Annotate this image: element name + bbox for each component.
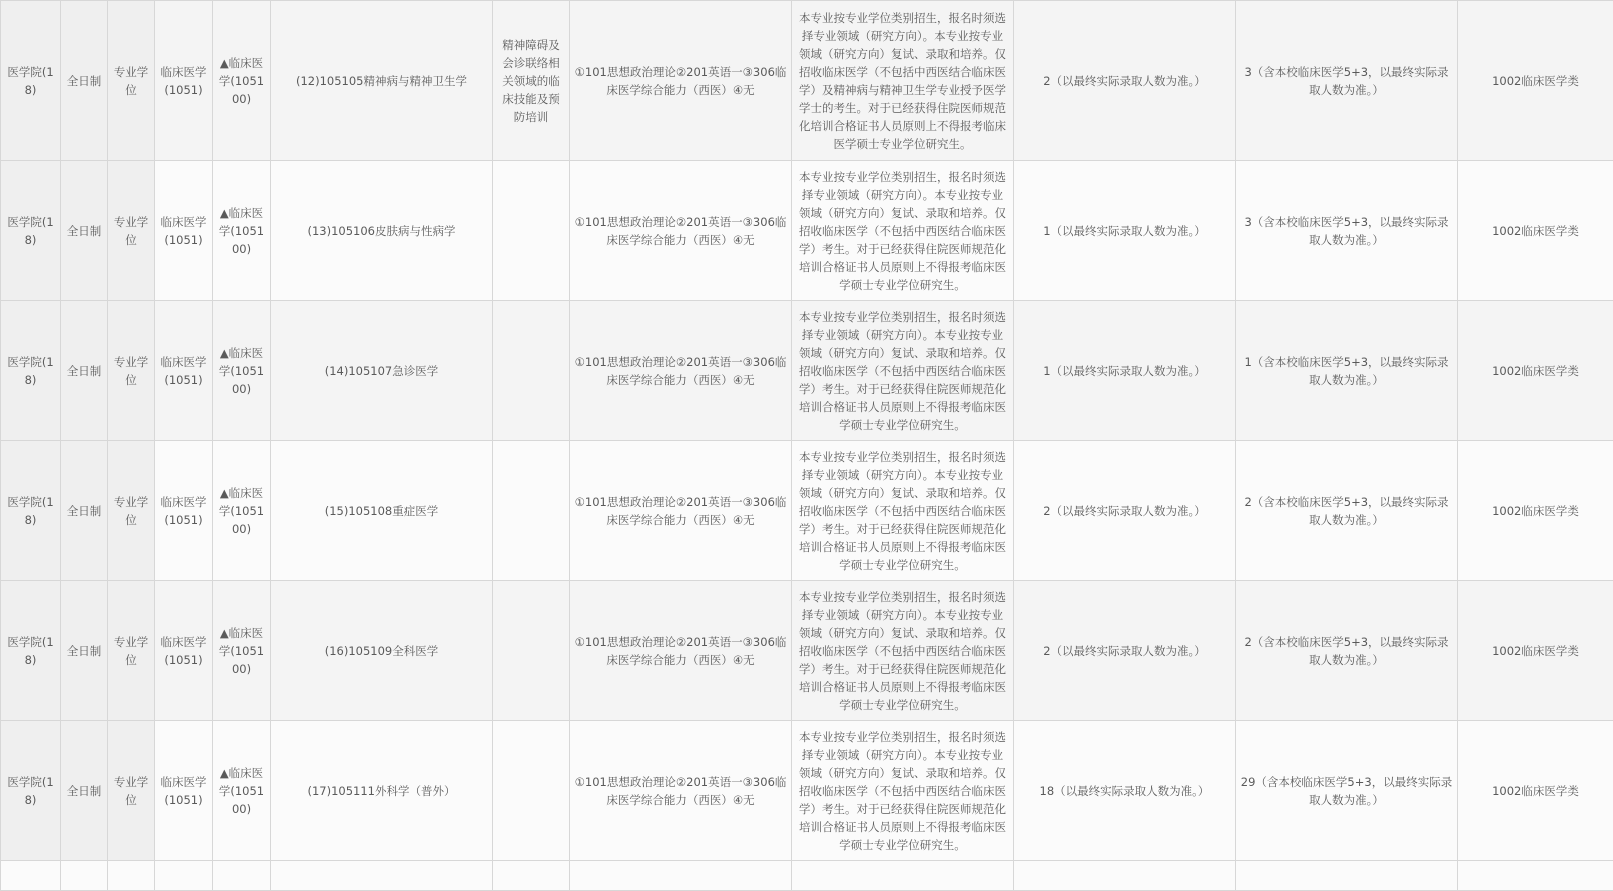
table-row [1, 1, 1613, 161]
cell-major: (12)105105精神病与精神卫生学 [271, 1, 493, 161]
table-row-partial [1, 861, 1613, 891]
cell-direction [493, 161, 570, 301]
cell-field: ▲临床医学(105100) [213, 721, 271, 861]
cell-major: (15)105108重症医学 [271, 441, 493, 581]
cell-plan-b: 3（含本校临床医学5+3，以最终实际录取人数为准。） [1236, 1, 1458, 161]
cell-degree-type: 专业学位 [108, 721, 155, 861]
cell-degree-type: 专业学位 [108, 301, 155, 441]
cell-direction [493, 301, 570, 441]
cell-notes: 本专业按专业学位类别招生，报名时须选择专业领域（研究方向）。本专业按专业领域（研究方向）复试、录取和培养。仅招收临床医学（不包括中西医结合临床医学）考生。对于已经获得住院医师规范化培训合格证书人员原则上不得报考临床医学硕士专业学位研究生。 [792, 161, 1014, 301]
cell-category: 临床医学(1051) [155, 581, 213, 721]
cell-exams: ①101思想政治理论②201英语一③306临床医学综合能力（西医）④无 [570, 581, 792, 721]
cell-exams: ①101思想政治理论②201英语一③306临床医学综合能力（西医）④无 [570, 721, 792, 861]
cell-exam-group: 1002临床医学类 [1458, 301, 1613, 441]
cell-plan-b: 29（含本校临床医学5+3，以最终实际录取人数为准。） [1236, 721, 1458, 861]
cell-exams: ①101思想政治理论②201英语一③306临床医学综合能力（西医）④无 [570, 1, 792, 161]
empty-cell [792, 861, 1014, 891]
cell-exam-group: 1002临床医学类 [1458, 581, 1613, 721]
cell-plan-a: 18（以最终实际录取人数为准。） [1014, 721, 1236, 861]
cell-college: 医学院(18) [1, 161, 61, 301]
empty-cell [1236, 861, 1458, 891]
cell-study-mode: 全日制 [61, 161, 108, 301]
cell-notes: 本专业按专业学位类别招生，报名时须选择专业领域（研究方向）。本专业按专业领域（研究方向）复试、录取和培养。仅招收临床医学（不包括中西医结合临床医学）考生。对于已经获得住院医师规范化培训合格证书人员原则上不得报考临床医学硕士专业学位研究生。 [792, 301, 1014, 441]
cell-category: 临床医学(1051) [155, 441, 213, 581]
cell-direction [493, 581, 570, 721]
empty-cell [1014, 861, 1236, 891]
cell-direction [493, 721, 570, 861]
cell-exam-group: 1002临床医学类 [1458, 721, 1613, 861]
cell-exams: ①101思想政治理论②201英语一③306临床医学综合能力（西医）④无 [570, 441, 792, 581]
cell-plan-a: 1（以最终实际录取人数为准。） [1014, 161, 1236, 301]
cell-plan-b: 2（含本校临床医学5+3，以最终实际录取人数为准。） [1236, 441, 1458, 581]
cell-plan-a: 2（以最终实际录取人数为准。） [1014, 1, 1236, 161]
cell-plan-b: 2（含本校临床医学5+3，以最终实际录取人数为准。） [1236, 581, 1458, 721]
cell-category: 临床医学(1051) [155, 301, 213, 441]
cell-college: 医学院(18) [1, 721, 61, 861]
cell-field: ▲临床医学(105100) [213, 581, 271, 721]
cell-field: ▲临床医学(105100) [213, 301, 271, 441]
cell-college: 医学院(18) [1, 1, 61, 161]
cell-direction: 精神障碍及会诊联络相关领域的临床技能及预防培训 [493, 1, 570, 161]
cell-notes: 本专业按专业学位类别招生，报名时须选择专业领域（研究方向）。本专业按专业领域（研究方向）复试、录取和培养。仅招收临床医学（不包括中西医结合临床医学）考生。对于已经获得住院医师规范化培训合格证书人员原则上不得报考临床医学硕士专业学位研究生。 [792, 441, 1014, 581]
cell-exam-group: 1002临床医学类 [1458, 1, 1613, 161]
empty-cell [61, 861, 108, 891]
cell-category: 临床医学(1051) [155, 161, 213, 301]
cell-plan-a: 1（以最终实际录取人数为准。） [1014, 301, 1236, 441]
empty-cell [1458, 861, 1613, 891]
cell-college: 医学院(18) [1, 301, 61, 441]
cell-study-mode: 全日制 [61, 581, 108, 721]
table-row [1, 161, 1613, 301]
empty-cell [155, 861, 213, 891]
cell-major: (16)105109全科医学 [271, 581, 493, 721]
cell-study-mode: 全日制 [61, 1, 108, 161]
empty-cell [271, 861, 493, 891]
table-row [1, 721, 1613, 861]
cell-notes: 本专业按专业学位类别招生，报名时须选择专业领域（研究方向）。本专业按专业领域（研究方向）复试、录取和培养。仅招收临床医学（不包括中西医结合临床医学）考生。对于已经获得住院医师规范化培训合格证书人员原则上不得报考临床医学硕士专业学位研究生。 [792, 721, 1014, 861]
empty-cell [213, 861, 271, 891]
cell-field: ▲临床医学(105100) [213, 441, 271, 581]
table-row [1, 301, 1613, 441]
cell-notes: 本专业按专业学位类别招生，报名时须选择专业领域（研究方向）。本专业按专业领域（研究方向）复试、录取和培养。仅招收临床医学（不包括中西医结合临床医学）考生。对于已经获得住院医师规范化培训合格证书人员原则上不得报考临床医学硕士专业学位研究生。 [792, 581, 1014, 721]
empty-cell [570, 861, 792, 891]
table-row [1, 441, 1613, 581]
empty-cell [108, 861, 155, 891]
cell-plan-b: 1（含本校临床医学5+3，以最终实际录取人数为准。） [1236, 301, 1458, 441]
cell-study-mode: 全日制 [61, 721, 108, 861]
empty-cell [1, 861, 61, 891]
cell-field: ▲临床医学(105100) [213, 161, 271, 301]
cell-exams: ①101思想政治理论②201英语一③306临床医学综合能力（西医）④无 [570, 161, 792, 301]
cell-exams: ①101思想政治理论②201英语一③306临床医学综合能力（西医）④无 [570, 301, 792, 441]
cell-plan-a: 2（以最终实际录取人数为准。） [1014, 581, 1236, 721]
cell-exam-group: 1002临床医学类 [1458, 441, 1613, 581]
cell-college: 医学院(18) [1, 581, 61, 721]
cell-field: ▲临床医学(105100) [213, 1, 271, 161]
cell-plan-a: 2（以最终实际录取人数为准。） [1014, 441, 1236, 581]
table-body [1, 1, 1613, 891]
cell-college: 医学院(18) [1, 441, 61, 581]
cell-study-mode: 全日制 [61, 301, 108, 441]
cell-major: (13)105106皮肤病与性病学 [271, 161, 493, 301]
table-row [1, 581, 1613, 721]
cell-degree-type: 专业学位 [108, 1, 155, 161]
cell-degree-type: 专业学位 [108, 581, 155, 721]
empty-cell [493, 861, 570, 891]
cell-category: 临床医学(1051) [155, 721, 213, 861]
cell-major: (14)105107急诊医学 [271, 301, 493, 441]
cell-direction [493, 441, 570, 581]
cell-major: (17)105111外科学（普外） [271, 721, 493, 861]
cell-notes: 本专业按专业学位类别招生，报名时须选择专业领域（研究方向）。本专业按专业领域（研究方向）复试、录取和培养。仅招收临床医学（不包括中西医结合临床医学）及精神病与精神卫生学专业授予医学学士的考生。对于已经获得住院医师规范化培训合格证书人员原则上不得报考临床医学硕士专业学位研究生。 [792, 1, 1014, 161]
cell-category: 临床医学(1051) [155, 1, 213, 161]
cell-degree-type: 专业学位 [108, 161, 155, 301]
cell-study-mode: 全日制 [61, 441, 108, 581]
cell-plan-b: 3（含本校临床医学5+3，以最终实际录取人数为准。） [1236, 161, 1458, 301]
cell-degree-type: 专业学位 [108, 441, 155, 581]
cell-exam-group: 1002临床医学类 [1458, 161, 1613, 301]
